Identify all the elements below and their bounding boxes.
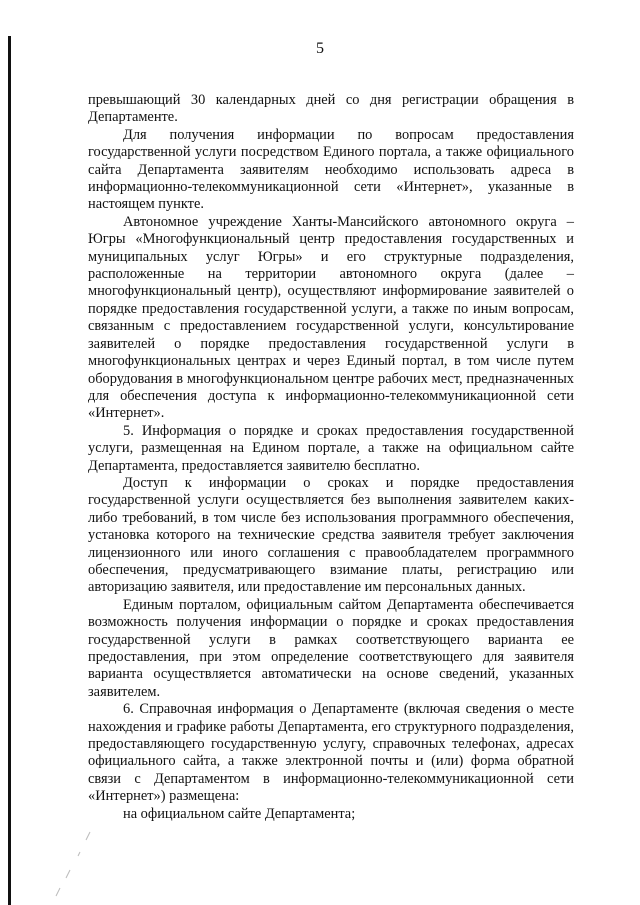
paragraph-portal-variant: Единым порталом, официальным сайтом Департамента обеспечивается возможность получения информации о порядке и сроках предоставления государственной услуги в рамках соответствующего варианта ее предоставления, при этом определение соответствующего для заявителя варианта осуществляется автоматически на основе сведений, указанных заявителем.: [88, 596, 574, 700]
paragraph-mfc: Автономное учреждение Ханты-Мансийского автономного округа – Югры «Многофункциональный центр предоставления государственных и муниципальных услуг Югры» и его структурные подразделения, расположенные на территории автономного округа (далее – многофункциональный центр), осуществляют информирование заявителей о порядке предоставления государственной услуги, а также по иным вопросам, связанным с предоставлением государственной услуги, консультирование заявителей о порядке предоставления государственной услуги в многофункциональных центрах и через Единый портал, в том числе путем оборудования в многофункциональном центре рабочих мест, предназначенных для обеспечения доступа к информационно-телекоммуникационной сети «Интернет».: [88, 213, 574, 422]
paragraph-continuation: превышающий 30 календарных дней со дня регистрации обращения в Департаменте.: [88, 92, 574, 126]
paragraph-access: Доступ к информации о сроках и порядке предоставления государственной услуги осуществляется без выполнения заявителем каких-либо требований, в том числе без использования программного обеспечения, установка которого на технические средства заявителя требует заключения лицензионного или иного соглашения с правообладателем программного обеспечения, предусматривающего взимание платы, регистрацию или авторизацию заявителя, или предоставление им персональных данных.: [88, 474, 574, 596]
paragraph-portal-info: Для получения информации по вопросам предоставления государственной услуги посредством Единого портала, а также официального сайта Департамента заявителям необходимо использовать адреса в информационно-телекоммуникационной сети «Интернет», указанные в настоящем пункте.: [88, 126, 574, 213]
paragraph-item-6: 6. Справочная информация о Департаменте (включая сведения о месте нахождения и графике работы Департамента, его структурного подразделения, предоставляющего государственную услугу, справочных телефонах, адресах официального сайта, а также электронной почты и (или) форма обратной связи с Департаментом в информационно-телекоммуникационной сети «Интернет») размещена:: [88, 701, 574, 805]
paragraph-item-5: 5. Информация о порядке и сроках предоставления государственной услуги, размещенная на Едином портале, а также на официальном сайте Департамента, предоставляется заявителю бесплатно.: [88, 422, 574, 474]
page-number: 5: [316, 40, 324, 57]
paragraph-official-site: на официальном сайте Департамента;: [123, 805, 356, 822]
scan-artifact-marks: [50, 830, 110, 900]
scan-edge-line: [8, 36, 11, 905]
document-body: [88, 92, 574, 823]
